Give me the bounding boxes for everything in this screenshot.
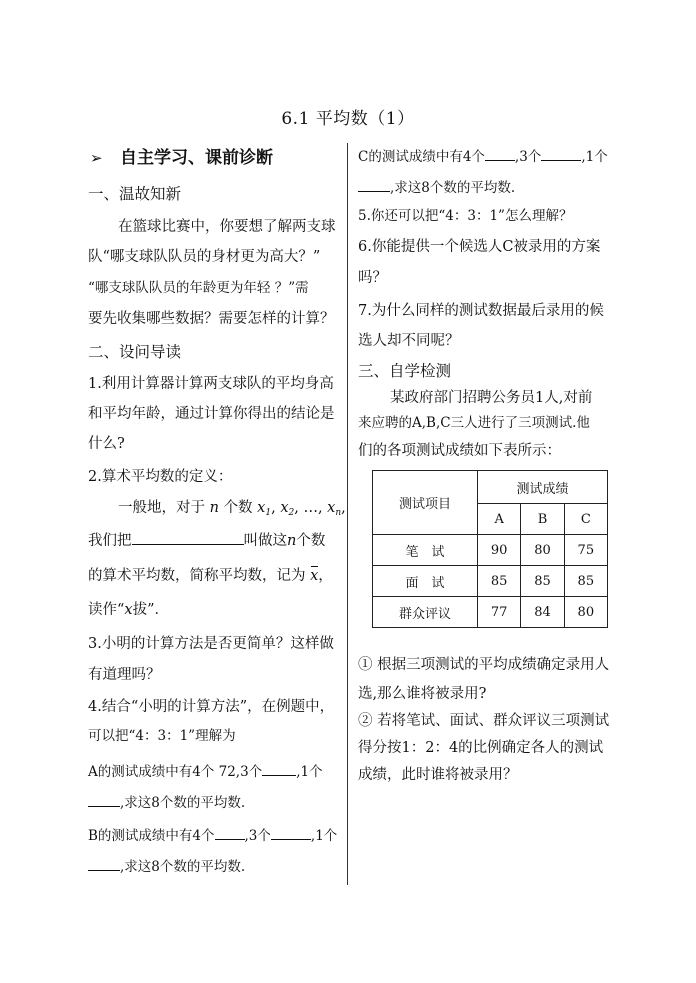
question-1-line: 什么?	[88, 436, 125, 452]
question-7-line: 7.为什么同样的测试数据最后录用的候	[358, 303, 604, 319]
question-text: ,1个	[296, 764, 323, 780]
section-heading-text: 自主学习、课前诊断	[120, 148, 273, 168]
paragraph-line: 队“哪支球队队员的身材更为高大？”	[88, 249, 321, 265]
row-label: 面 试	[373, 566, 478, 597]
definition-text: 我们把	[88, 533, 132, 549]
question-1-line: 和平均年龄，通过计算你得出的结论是	[88, 406, 335, 422]
question-6-line: 6.你能提供一个候选人C被录用的方案	[358, 239, 601, 255]
math-n: n	[209, 500, 219, 516]
math-xn: $x_n$	[327, 500, 342, 518]
definition-line	[88, 569, 333, 584]
question-4c-line	[358, 148, 608, 165]
question-3-line: 3.小明的计算方法是否更简单？这样做	[88, 636, 334, 652]
definition-text: 个数	[296, 533, 326, 549]
fill-blank[interactable]	[132, 532, 244, 545]
question-4a-line	[88, 763, 323, 780]
column-header: C	[564, 504, 607, 535]
row-label: 群众评议	[373, 597, 478, 628]
math-ellipsis: …	[303, 500, 318, 516]
question-4a-line	[88, 794, 245, 811]
fill-blank[interactable]	[358, 179, 390, 192]
table-cell: 85	[564, 566, 607, 597]
paragraph-line: 要先收集哪些数据？需要怎样的计算？	[88, 311, 335, 327]
check-question-2-line: 得分按1：2：4的比例确定各人的测试	[358, 740, 604, 756]
question-text: ,求这8个数的平均数.	[390, 180, 516, 196]
definition-text: 一般地，对于	[118, 500, 205, 516]
question-text: ,求这8个数的平均数.	[120, 859, 246, 875]
table-row	[373, 535, 608, 566]
header-scores: 测试成绩	[478, 471, 608, 504]
math-x-bar: x	[310, 568, 319, 584]
question-text: B的测试成绩中有4个	[88, 828, 215, 844]
paragraph-line: 来应聘的A,B,C三人进行了三项测试.他	[358, 415, 590, 431]
table-header-row	[373, 471, 608, 504]
question-4-line: 可以把“4：3：1”理解为	[88, 728, 236, 744]
paragraph-line: 们的各项测试成绩如下表所示：	[358, 443, 561, 459]
definition-line	[88, 532, 325, 549]
check-question-1-line: 选,那么谁将被录用?	[358, 686, 487, 702]
question-4b-line	[88, 858, 245, 875]
table-cell: 85	[478, 566, 521, 597]
question-4b-line	[88, 827, 337, 844]
table-cell: 84	[521, 597, 564, 628]
fill-blank[interactable]	[271, 827, 311, 840]
table-cell: 85	[521, 566, 564, 597]
question-4-line: 4.结合“小明的计算方法”，在例题中，	[88, 699, 335, 715]
table-cell: 77	[478, 597, 521, 628]
section-heading	[90, 150, 273, 167]
page-title: 6.1 平均数（1）	[281, 109, 415, 129]
check-question-1-line: ① 根据三项测试的平均成绩确定录用人	[358, 657, 610, 673]
table-row	[373, 597, 608, 628]
math-x: x	[124, 602, 133, 618]
definition-text: 叫做这	[243, 533, 287, 549]
table-cell: 80	[564, 597, 607, 628]
row-label: 笔 试	[373, 535, 478, 566]
definition-text: 读作“	[88, 602, 125, 618]
table-cell: 90	[478, 535, 521, 566]
question-5: 5.你还可以把“4：3：1”怎么理解？	[358, 208, 573, 224]
table-cell: 75	[564, 535, 607, 566]
subsection-review: 一、温故知新	[88, 185, 182, 203]
question-text: ,3个	[244, 828, 271, 844]
math-n: n	[287, 533, 297, 549]
question-text: ,3个	[514, 149, 542, 165]
question-text: ,求这8个数的平均数.	[120, 795, 246, 811]
question-3-line: 有道理吗？	[88, 667, 161, 683]
column-header: A	[478, 504, 521, 535]
header-test-item: 测试项目	[373, 471, 478, 535]
paragraph-line: “哪支球队队员的年龄更为年轻 ？”需	[88, 280, 309, 296]
question-text: ,1个	[310, 828, 338, 844]
fill-blank[interactable]	[262, 763, 296, 776]
question-text: A的测试成绩中有4个 72,3个	[88, 764, 263, 780]
fill-blank[interactable]	[485, 148, 515, 161]
question-2: 2.算术平均数的定义：	[88, 469, 233, 485]
score-table	[372, 470, 608, 628]
fill-blank[interactable]	[88, 858, 120, 871]
paragraph-line: 在篮球比赛中，你要想了解两支球	[118, 219, 336, 235]
definition-text: 拔”．	[132, 602, 170, 618]
check-question-2-line: 成绩，此时谁将被录用？	[358, 767, 518, 783]
paragraph-line: 某政府部门招聘公务员1人,对前	[390, 390, 593, 406]
arrow-bullet-icon: ➢	[90, 149, 103, 167]
definition-line	[88, 603, 169, 618]
definition-text: 个数	[223, 500, 253, 516]
definition-line: 一般地，对于 n 个数 $x_1$, $x_2$, …, $x_n$,	[118, 500, 346, 518]
subsection-guide: 二、设问导读	[88, 343, 182, 361]
question-text: ,1个	[581, 149, 608, 165]
question-1-line: 1.利用计算器计算两支球队的平均身高	[88, 376, 334, 392]
definition-text: 的算术平均数，简称平均数，记为	[88, 568, 306, 584]
table-row	[373, 566, 608, 597]
fill-blank[interactable]	[541, 148, 581, 161]
definition-text: ，	[318, 568, 333, 584]
table-cell: 80	[521, 535, 564, 566]
fill-blank[interactable]	[215, 827, 245, 840]
column-divider	[347, 143, 348, 885]
math-x2: $x_2$	[280, 500, 295, 518]
fill-blank[interactable]	[88, 794, 120, 807]
question-7-line: 选人却不同呢？	[358, 333, 460, 349]
question-6-line: 吗？	[358, 270, 387, 286]
question-4c-line	[358, 179, 515, 196]
check-question-2-line: ② 若将笔试、面试、群众评议三项测试	[358, 713, 610, 729]
question-text: C的测试成绩中有4个	[358, 149, 485, 165]
column-header: B	[521, 504, 564, 535]
math-x1: $x_1$	[257, 500, 272, 518]
subsection-self-test: 三、自学检测	[358, 362, 452, 380]
